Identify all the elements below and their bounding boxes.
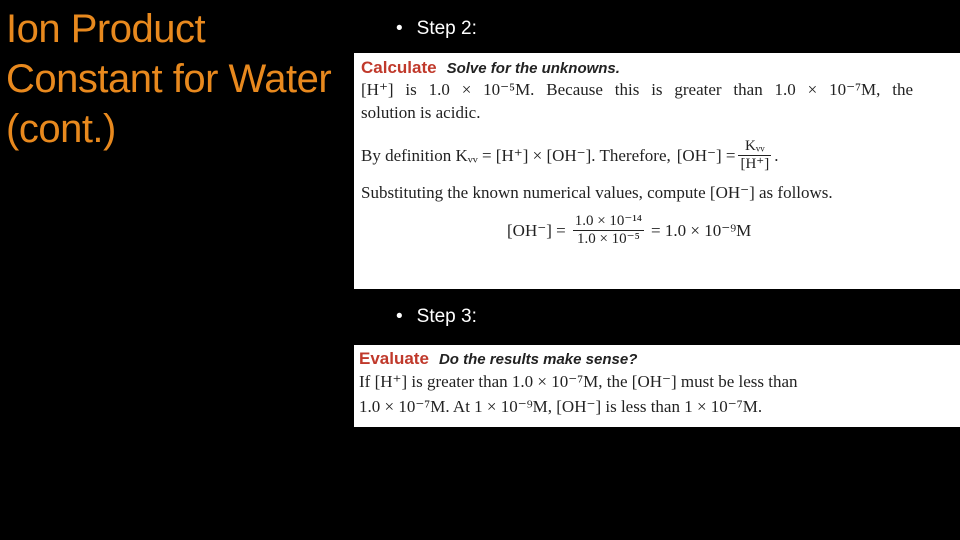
definition-denominator: [H⁺] <box>740 156 770 172</box>
equation-result: = 1.0 × 10⁻⁹M <box>651 220 752 240</box>
calculation-equation <box>503 213 954 248</box>
definition-numerator: Kᵥᵥ <box>738 138 771 156</box>
step-2-bullet <box>396 18 477 40</box>
evaluate-header <box>359 349 960 369</box>
definition-prefix: By definition Kᵥᵥ = [H⁺] × [OH⁻]. Therefore, <box>361 145 671 165</box>
evaluate-subheading: Do the results make sense? <box>438 351 638 368</box>
step-2-label: Step 2: <box>416 18 477 39</box>
substitute-line: Substituting the known numerical values, compute [OH⁻] as follows. <box>361 183 833 202</box>
definition-lhs: [OH⁻] = <box>676 145 736 165</box>
bullet-dot: • <box>396 306 403 327</box>
calculate-subheading: Solve for the unknowns. <box>446 60 620 77</box>
definition-row <box>361 138 954 173</box>
equation-lhs: [OH⁻] = <box>507 220 566 240</box>
equation-fraction <box>573 213 644 248</box>
evaluate-panel <box>354 345 960 427</box>
calculate-line-1: [H⁺] is 1.0 × 10⁻⁵M. Because this is greater than 1.0 × 10⁻⁷M, the <box>361 80 913 99</box>
evaluate-line-2: 1.0 × 10⁻⁷M. At 1 × 10⁻⁹M, [OH⁻] is less than 1 × 10⁻⁷M. <box>359 397 763 416</box>
calculate-line-2: solution is acidic. <box>361 103 481 122</box>
evaluate-heading: Evaluate <box>359 349 429 368</box>
definition-fraction <box>738 138 771 173</box>
step-3-bullet <box>396 306 477 328</box>
slide-title <box>6 4 351 154</box>
definition-end: . <box>774 145 779 165</box>
calculate-heading: Calculate <box>361 58 437 77</box>
title-line-1: Ion Product <box>6 7 206 51</box>
evaluate-line-1: If [H⁺] is greater than 1.0 × 10⁻⁷M, the [OH⁻] must be less than <box>359 372 798 391</box>
equation-denominator: 1.0 × 10⁻⁵ <box>576 231 640 247</box>
title-line-2: Constant for Water <box>6 57 332 101</box>
calculate-panel <box>354 53 960 289</box>
bullet-dot: • <box>396 18 403 39</box>
equation-numerator: 1.0 × 10⁻¹⁴ <box>574 213 643 229</box>
step-3-label: Step 3: <box>416 306 477 327</box>
title-line-3: (cont.) <box>6 107 116 151</box>
calculate-header <box>361 58 954 78</box>
